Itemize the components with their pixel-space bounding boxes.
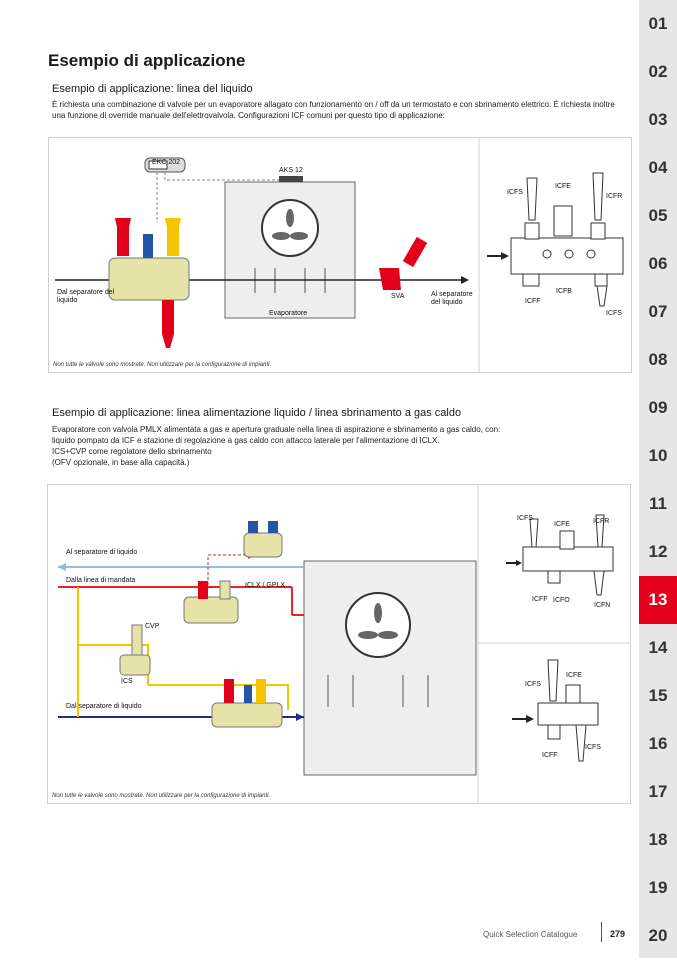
icfb-label: ICFB [556,288,572,295]
section2-note: Non tutte le valvole sono mostrate. Non utilizzare per la configurazione di impianti. [52,793,271,799]
evaporator-label: Evaporatore [269,310,308,317]
chapter-tab-19[interactable]: 19 [648,878,668,897]
section2-line-1: Evaporatore con valvola PMLX alimentata a gas e apertura graduale nella linea di aspirazione e sbrinamento a gas caldo, con: [52,425,501,434]
c2-icfs-label-1: ICFS [525,681,541,688]
c2-icfs-label-2: ICFS [585,744,601,751]
section1-text: È richiesta una combinazione di valvole per un evaporatore allagato con funzionamento on / off da un termostato e con sbrinamento elettrico. È richiesta inoltre una funzione di override manuale dell'elettrovalvola. Configurazioni ICF comuni per questo tipo di applicazione: [52,100,615,120]
chapter-tab-04[interactable]: 04 [648,158,668,177]
chapter-tab-20[interactable]: 20 [648,926,668,945]
c1-icfr-label: ICFR [593,518,610,525]
c1-icfs-label: ICFS [517,515,533,522]
ics-label: ICS [121,678,133,685]
chapter-tabs [639,0,677,958]
chapter-tab-18[interactable]: 18 [648,830,668,849]
chapter-tab-13[interactable]: 13 [639,576,677,624]
c1-icff-label: ICFF [532,596,548,603]
c1-icfe-label: ICFE [554,521,570,528]
chapter-tab-08[interactable]: 08 [648,350,668,369]
liquid-line-diagram [49,138,631,372]
chapter-tab-17[interactable]: 17 [648,782,668,801]
sva-label: SVA [391,293,405,300]
section2-line-4: (OFV opzionale, in base alla capacità.) [52,458,190,467]
inlet-label: Dal separatore del liquido [57,289,115,304]
section2-title: Esempio di applicazione: linea alimentazione liquido / linea sbrinamento a gas caldo [52,407,462,419]
c2-icff-label: ICFF [542,752,558,759]
section2-diagram-panel [47,484,631,804]
ekc-label: EKC 202 [152,159,181,166]
section2-line-2: liquido pompato da ICF e stazione di regolazione a gas caldo con attacco laterale per l'alimentazione di ICLX. [52,436,440,445]
footer-catalogue: Quick Selection Catalogue [483,930,578,939]
cvp-label: CVP [145,623,160,630]
discharge-line-label: Dalla linea di mandata [66,577,136,584]
chapter-tab-07[interactable]: 07 [648,302,668,321]
c1-icfn-label: ICFN [594,602,611,609]
from-separator-label: Dal separatore di liquido [66,703,142,710]
icfs-label-2: ICFS [606,310,622,317]
c2-icfe-label: ICFE [566,672,582,679]
iclx-label: ICLX / GPLX [245,582,286,589]
chapter-tab-16[interactable]: 16 [648,734,668,753]
icfe-label: ICFE [555,183,571,190]
footer-divider [601,922,602,942]
chapter-tab-05[interactable]: 05 [648,206,668,225]
icff-label: ICFF [525,298,541,305]
chapter-tab-02[interactable]: 02 [648,62,668,81]
section1-note: Non tutte le valvole sono mostrate. Non utilizzare per la configurazione di impianti. [53,362,272,368]
icfr-label: ICFR [606,193,623,200]
section1-title: Esempio di applicazione: linea del liquido [52,83,253,95]
page-number: 279 [610,929,626,939]
chapter-tab-14[interactable]: 14 [648,638,668,657]
chapter-tab-15[interactable]: 15 [648,686,668,705]
c1-icfo-label: ICFO [553,597,570,604]
chapter-tab-10[interactable]: 10 [648,446,668,465]
section1-diagram-panel [48,137,632,373]
section2-line-3: ICS+CVP come regolatore dello sbrinamento [52,447,212,456]
aks-label: AKS 12 [279,167,303,174]
chapter-tab-03[interactable]: 03 [648,110,668,129]
chapter-tab-12[interactable]: 12 [648,542,668,561]
chapter-tab-09[interactable]: 09 [648,398,668,417]
icfs-label-1: ICFS [507,189,523,196]
to-separator-label: Al separatore di liquido [66,549,138,556]
page-title: Esempio di applicazione [48,51,246,70]
chapter-tab-06[interactable]: 06 [648,254,668,273]
chapter-tab-11[interactable]: 11 [649,494,667,513]
outlet-label: Al separatore del liquido [431,291,473,306]
chapter-tab-01[interactable]: 01 [648,14,668,33]
